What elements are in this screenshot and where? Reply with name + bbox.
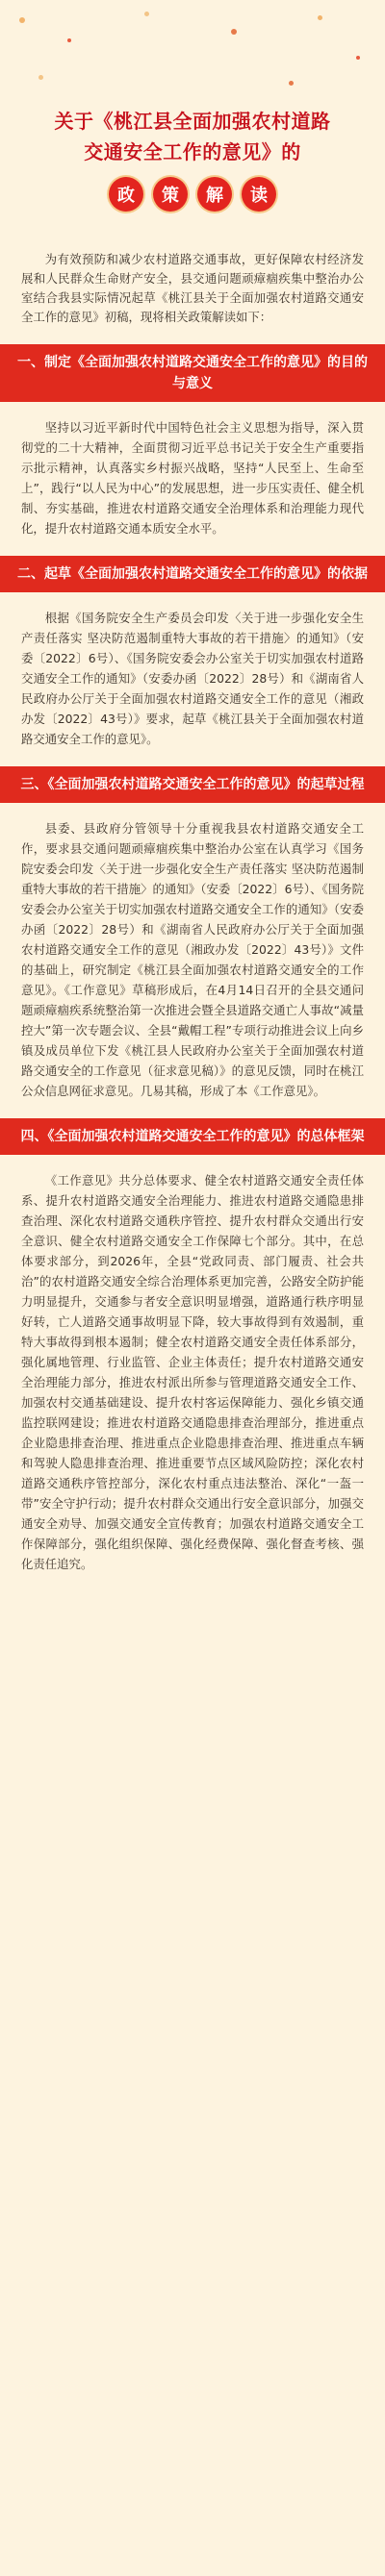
section-body: [21, 417, 364, 538]
page-title: [0, 106, 385, 167]
section-paragraph: 根据《国务院安全生产委员会印发〈关于进一步强化安全生产责任落实 坚决防范遏制重特大事故的若干措施〉的通知》（安委〔2022〕6号）、《国务院安委会办公室关于切实加强农村道路交通安全工作的通知》（安委办函〔2022〕28号）和《湖南省人民政府办公厅关于全面加强农村道路交通安全工作的意见（湘政办发〔2022〕43号）》要求，起草《桃江县关于全面加强农村道路交通安全工作的意见》。: [21, 611, 364, 746]
title-line-2: 交通安全工作的意见》的: [84, 140, 301, 163]
section-body: [21, 608, 364, 749]
section-body: [21, 818, 364, 1101]
section-paragraph: 坚持以习近平新时代中国特色社会主义思想为指导，深入贯彻党的二十大精神，全面贯彻习近平总书记关于安全生产重要指示批示精神，认真落实乡村振兴战略，坚持“人民至上、生命至上”，践行“以人民为中心”的发展思想，进一步压实责任、健全机制、夯实基础，推进农村道路交通安全治理体系和治理能力现代化，提升农村道路交通本质安全水平。: [21, 420, 364, 536]
intro-paragraph: 为有效预防和减少农村道路交通事故，更好保障农村经济发展和人民群众生命财产安全，县交通问题顽瘴痼疾集中整治办公室结合我县实际情况起草《桃江县关于全面加强农村道路交通安全工作的意见》初稿，现将相关政策解读如下：: [21, 252, 364, 324]
badge-zheng: 政: [109, 177, 143, 212]
section-paragraph: 《工作意见》共分总体要求、健全农村道路交通安全责任体系、提升农村道路交通安全治理能力、推进农村道路交通隐患排查治理、深化农村道路交通秩序管控、提升农村群众交通出行安全意识、健全农村道路交通安全工作保障七个部分。其中，在总体要求部分，到2026年，全县“党政同责、部门履责、社会共治”的农村道路交通安全综合治理体系更加完善，公路安全防护能力明显提升，交通参与者安全意识明显增强，道路通行秩序明显好转，亡人道路交通事故明显下降，较大事故得到有效遏制，重特大事故得到根本遏制；健全农村道路交通安全责任体系部分，强化属地管理、行业监管、企业主体责任；提升农村道路交通安全治理能力部分，推进农村派出所参与管理道路交通安全工作、加强农村交通基础建设、提升农村客运保障能力、强化乡镇交通监控联网建设；推进农村道路交通隐患排查治理部分，推进重点企业隐患排查治理、推进重点企业隐患排查治理、推进重点车辆和驾驶人隐患排查治理、推进重要节点区域风险防控；深化农村道路交通秩序管控部分，深化农村重点违法整治、深化“一盔一带”安全守护行动；提升农村群众交通出行安全意识部分，加强交通安全劝导、加强交通安全宣传教育；加强农村道路交通安全工作保障部分，强化组织保障、强化经费保障、强化督查考核、强化责任追究。: [21, 1173, 364, 1571]
section-2: [0, 556, 385, 749]
title-line-1: 关于《桃江县全面加强农村道路: [54, 110, 331, 133]
policy-interpretation-badges: [0, 177, 385, 212]
section-3: [0, 766, 385, 1101]
section-heading: 一、制定《全面加强农村道路交通安全工作的意见》的目的与意义: [0, 344, 385, 402]
section-1: [0, 344, 385, 538]
section-paragraph: 县委、县政府分管领导十分重视我县农村道路交通安全工作，要求县交通问题顽瘴痼疾集中整治办公室在认真学习《国务院安委会印发〈关于进一步强化安全生产责任落实 坚决防范遏制重特大事故的若干措施〉的通知》（安委〔2022〕6号）、《国务院安委会办公室关于切实加强农村道路交通安全工作的通知》（安委办函〔2022〕28号）和《湖南省人民政府办公厅关于全面加强农村道路交通安全工作的意见（湘政办发〔2022〕43号）》文件的基础上，研究制定《桃江县全面加强农村道路交通安全的工作意见》。《工作意见》草稿形成后，在4月14日召开的全县交通问题顽瘴痼疾系统整治第一次推进会暨全县道路交通亡人事故“减量控大”第一次专题会议、全县“戴帽工程”专项行动推进会议上向乡镇及成员单位下发《桃江县人民政府办公室关于全面加强农村道路交通安全的工作意见（征求意见稿）》的意见反馈，同时在桃江公众信息网征求意见。几易其稿，形成了本《工作意见》。: [21, 821, 364, 1098]
section-heading: 四、《全面加强农村道路交通安全工作的意见》的总体框架: [0, 1118, 385, 1155]
badge-du: 读: [242, 177, 276, 212]
section-heading: 二、起草《全面加强农村道路交通安全工作的意见》的依据: [0, 556, 385, 592]
badge-jie: 解: [197, 177, 232, 212]
section-heading: 三、《全面加强农村道路交通安全工作的意见》的起草过程: [0, 766, 385, 803]
header: [0, 0, 385, 212]
section-4: [0, 1118, 385, 1574]
badge-ce: 策: [153, 177, 188, 212]
section-body: [21, 1170, 364, 1574]
